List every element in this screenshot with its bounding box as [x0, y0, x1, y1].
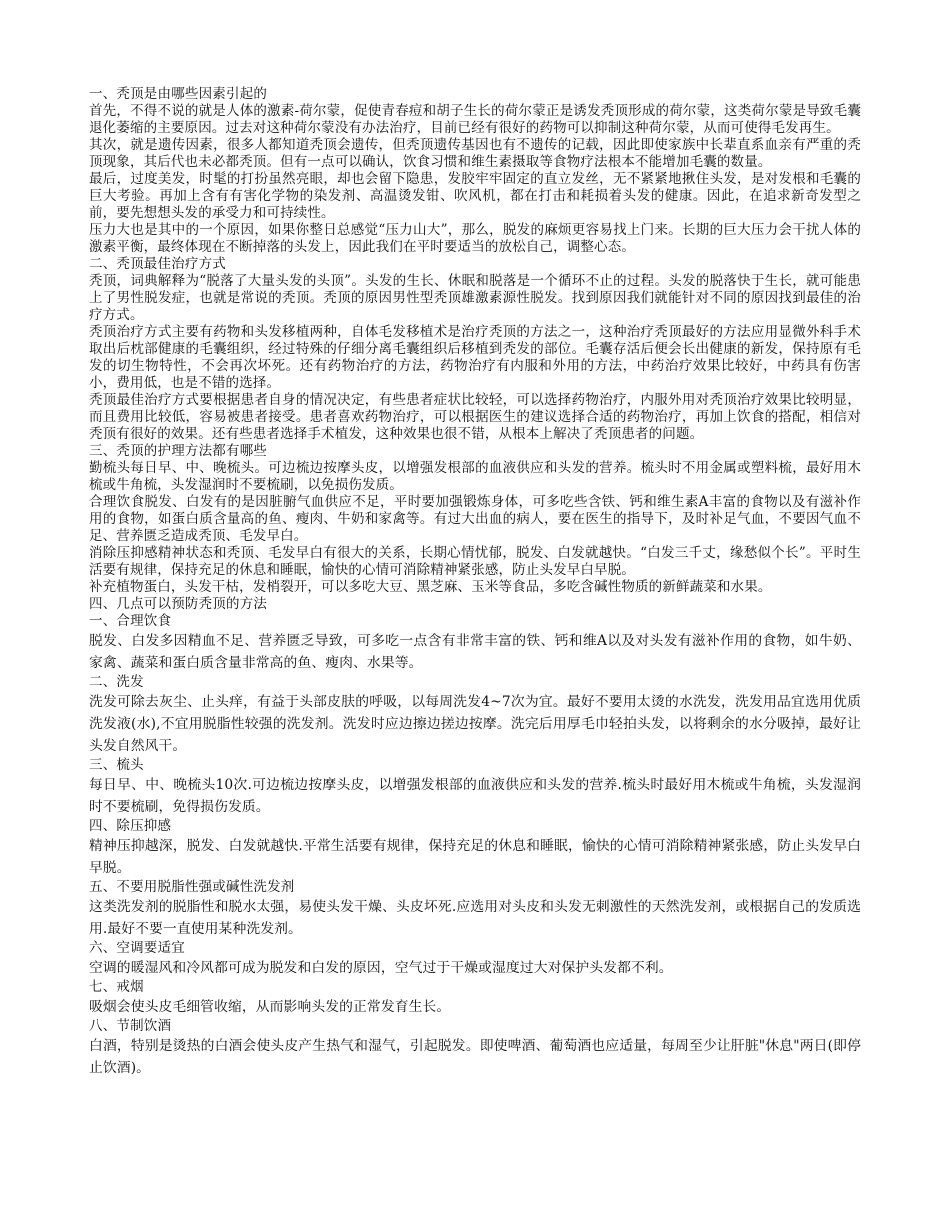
section-heading: 二、洗发: [89, 674, 144, 690]
paragraph: 最后，过度美发，时髦的打扮虽然亮眼，却也会留下隐患，发胶牢牢固定的直立发丝，无不紧紧地揪住头发，是对发根和毛囊的巨大考验。再加上含有有害化学物的染发剂、高温烫发钳、吹风机，都在打击和耗损着头发的健康。因此，在追求新奇发型之前，要先想想头发的承受力和可持续性。: [89, 171, 861, 221]
section-heading: 五、不要用脱脂性强或碱性洗发剂: [89, 879, 295, 895]
section-heading: 一、秃顶是由哪些因素引起的: [89, 86, 268, 102]
section-heading: 四、除压抑感: [89, 818, 172, 834]
paragraph: 补充植物蛋白，头发干枯，发梢裂开，可以多吃大豆、黑芝麻、玉米等食品，多吃含碱性物质的新鲜蔬菜和水果。: [89, 579, 772, 595]
paragraph: 吸烟会使头皮毛细管收缩，从而影响头发的正常发育生长。: [89, 999, 451, 1015]
section-heading: 八、节制饮酒: [89, 1018, 172, 1034]
paragraph: 白酒，特别是烫热的白酒会使头皮产生热气和湿气，引起脱发。即使啤酒、葡萄酒也应适量，每周至少让肝脏"休息"两日(即停止饮酒)。: [89, 1038, 861, 1076]
paragraph: 首先，不得不说的就是人体的激素-荷尔蒙，促使青春痘和胡子生长的荷尔蒙正是诱发秃顶形成的荷尔蒙，这类荷尔蒙是导致毛囊退化萎缩的主要原因。过去对这种荷尔蒙没有办法治疗，目前已经有很好的药物可以抑制这种荷尔蒙，从而可使得毛发再生。: [89, 103, 861, 136]
document-body: [89, 86, 861, 1079]
paragraph: 消除压抑感精神状态和秃顶、毛发早白有很大的关系，长期心情忧郁，脱发、白发就越快。“白发三千丈，缘愁似个长”。平时生活要有规律，保持充足的休息和睡眠，愉快的心情可消除精神紧张感，防止头发早白早脱。: [89, 545, 861, 578]
paragraph: 合理饮食脱发、白发有的是因脏腑气血供应不足，平时要加强锻炼身体，可多吃些含铁、钙和维生素A丰富的食物以及有滋补作用的食物，如蛋白质含量高的鱼、瘦肉、牛奶和家禽等。有过大出血的病人，要在医生的指导下，及时补足气血，不要因气血不足、营养匮乏造成秃顶、毛发早白。: [89, 494, 861, 544]
paragraph: 脱发、白发多因精血不足、营养匮乏导致，可多吃一点含有非常丰富的铁、钙和维A以及对头发有滋补作用的食物，如牛奶、家禽、蔬菜和蛋白质含量非常高的鱼、瘦肉、水果等。: [89, 633, 861, 671]
paragraph: 每日早、中、晚梳头10次.可边梳边按摩头皮，以增强发根部的血液供应和头发的营养.梳头时最好用木梳或牛角梳，头发湿润时不要梳刷，免得损伤发质。: [89, 777, 861, 815]
paragraph: 秃顶治疗方式主要有药物和头发移植两种，自体毛发移植术是治疗秃顶的方法之一，这种治疗秃顶最好的方法应用显微外科手术取出后枕部健康的毛囊组织，经过特殊的仔细分离毛囊组织后移植到秃发的部位。毛囊存活后便会长出健康的新发，保持原有毛发的切生物特性，不会再次坏死。还有药物治疗的方法，药物治疗有内服和外用的方法，中药治疗效果比较好，中药具有伤害小，费用低，也是不错的选择。: [89, 324, 861, 391]
paragraph: 空调的暖湿风和冷风都可成为脱发和白发的原因，空气过于干燥或湿度过大对保护头发都不利。: [89, 960, 673, 976]
paragraph: 洗发可除去灰尘、止头痒，有益于头部皮肤的呼吸，以每周洗发4~7次为宜。最好不要用太烫的水洗发，洗发用品宜选用优质洗发液(水),不宜用脱脂性较强的洗发剂。洗发时应边擦边搓边按摩。洗完后用厚毛巾轻拍头发，以将剩余的水分吸掉，最好让头发自然风干。: [89, 694, 861, 754]
paragraph: 秃顶最佳治疗方式要根据患者自身的情况决定，有些患者症状比较轻，可以选择药物治疗，内服外用对秃顶治疗效果比较明显，而且费用比较低，容易被患者接受。患者喜欢药物治疗，可以根据医生的建议选择合适的药物治疗，再加上饮食的搭配，相信对秃顶有很好的效果。还有些患者选择手术植发，这种效果也很不错，从根本上解决了秃顶患者的问题。: [89, 392, 861, 442]
section-heading: 四、几点可以预防秃顶的方法: [89, 596, 268, 612]
paragraph: 其次，就是遗传因素，很多人都知道秃顶会遗传，但秃顶遗传基因也有不遗传的记载，因此即使家族中长辈直系血亲有严重的秃顶现象，其后代也未必都秃顶。但有一点可以确认，饮食习惯和维生素摄取等食物疗法根本不能增加毛囊的数量。: [89, 137, 861, 170]
paragraph: 这类洗发剂的脱脂性和脱水太强，易使头发干燥、头皮坏死.应选用对头皮和头发无刺激性的天然洗发剂，或根据自己的发质选用.最好不要一直使用某种洗发剂。: [89, 899, 861, 937]
section-heading: 二、秃顶最佳治疗方式: [89, 256, 226, 272]
section-heading: 六、空调要适宜: [89, 940, 185, 956]
paragraph: 秃顶，词典解释为“脱落了大量头发的头顶”。头发的生长、休眠和脱落是一个循环不止的过程。头发的脱落快于生长，就可能患上了男性脱发症，也就是常说的秃顶。秃顶的原因男性型秃顶雄激素源性脱发。找到原因我们就能针对不同的原因找到最佳的治疗方式。: [89, 273, 861, 323]
section-heading: 一、合理饮食: [89, 613, 172, 629]
section-heading: 三、秃顶的护理方法都有哪些: [89, 443, 268, 459]
paragraph: 勤梳头每日早、中、晚梳头。可边梳边按摩头皮，以增强发根部的血液供应和头发的营养。梳头时不用金属或塑料梳，最好用木梳或牛角梳，头发湿润时不要梳刷，以免损伤发质。: [89, 460, 861, 493]
section-heading: 七、戒烟: [89, 979, 144, 995]
paragraph: 压力大也是其中的一个原因，如果你整日总感觉“压力山大”，那么，脱发的麻烦更容易找上门来。长期的巨大压力会干扰人体的激素平衡，最终体现在不断掉落的头发上，因此我们在平时要适当的放松自己，调整心态。: [89, 222, 861, 255]
paragraph: 精神压抑越深，脱发、白发就越快.平常生活要有规律，保持充足的休息和睡眠，愉快的心情可消除精神紧张感，防止头发早白早脱。: [89, 838, 861, 876]
section-heading: 三、梳头: [89, 757, 144, 773]
